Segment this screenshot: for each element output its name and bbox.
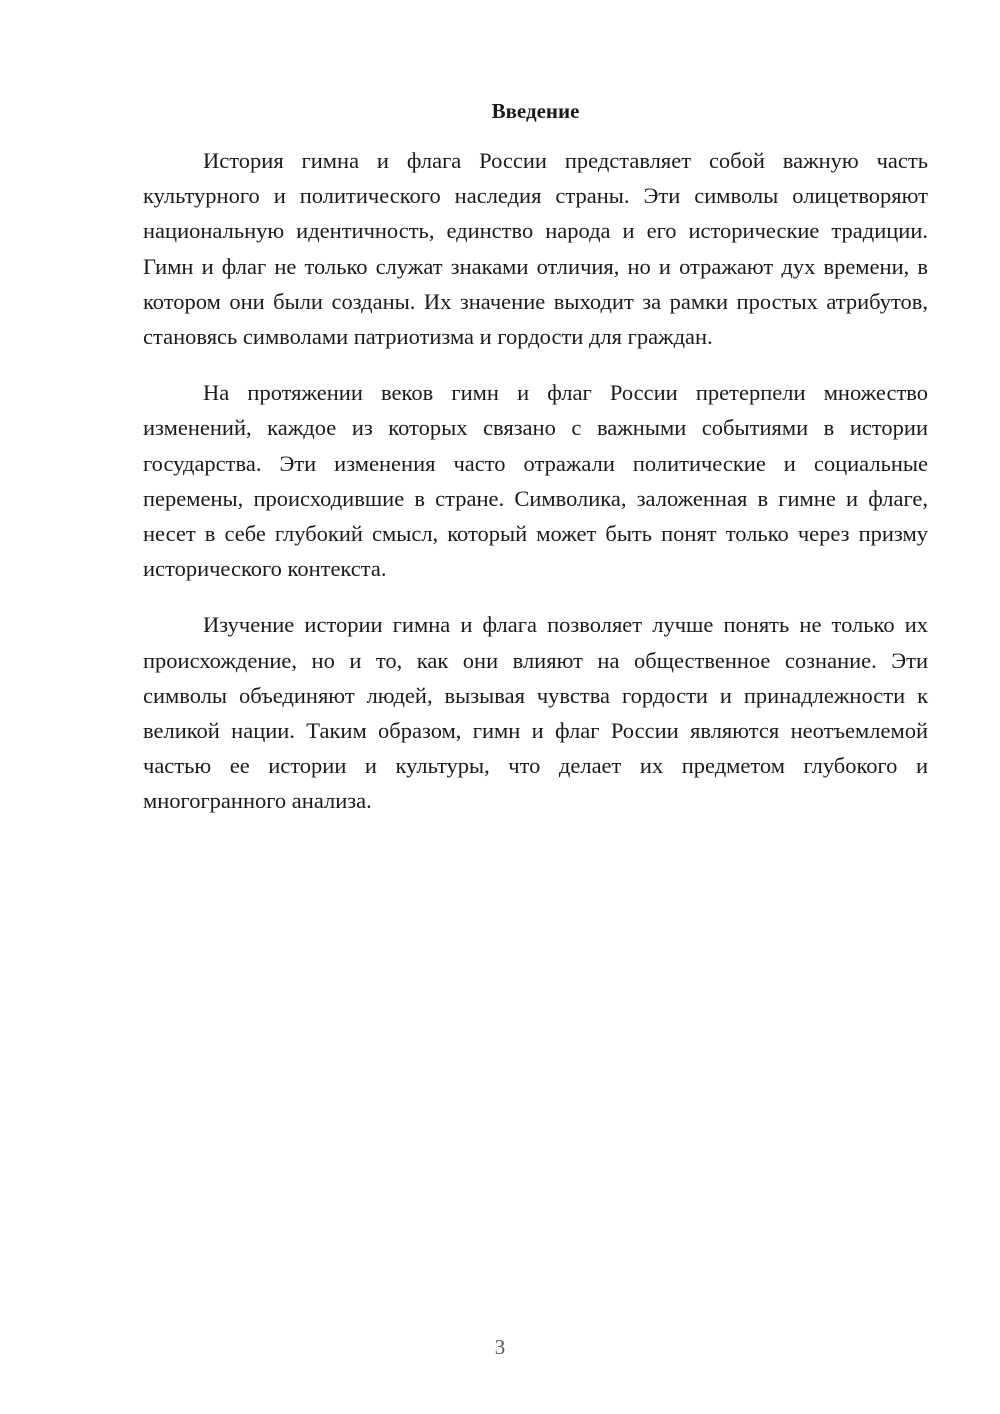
paragraph-2: На протяжении веков гимн и флаг России претерпели множество изменений, каждое из которых связано с важными событиями в истории государства. Эти изменения часто отражали политические и социальные перемены, происходившие в стране. Символика, заложенная в гимне и флаге, несет в себе глубокий смысл, который может быть понят только через призму исторического контекста. — [143, 380, 928, 582]
section-title: Введение — [491, 99, 580, 123]
page-content — [143, 95, 928, 840]
paragraph-1: История гимна и флага России представляет собой важную часть культурного и политического наследия страны. Эти символы олицетворяют национальную идентичность, единство народа и его исторические традиции. Гимн и флаг не только служат знаками отличия, но и отражают дух времени, в котором они были созданы. Их значение выходит за рамки простых атрибутов, становясь символами патриотизма и гордости для граждан. — [143, 148, 928, 350]
page-number: 3 — [494, 1335, 506, 1359]
paragraph-3: Изучение истории гимна и флага позволяет лучше понять не только их происхождение, но и то, как они влияют на общественное сознание. Эти символы объединяют людей, вызывая чувства гордости и принадлежности к великой нации. Таким образом, гимн и флаг России являются неотъемлемой частью ее истории и культуры, что делает их предметом глубокого и многогранного анализа. — [143, 612, 928, 814]
